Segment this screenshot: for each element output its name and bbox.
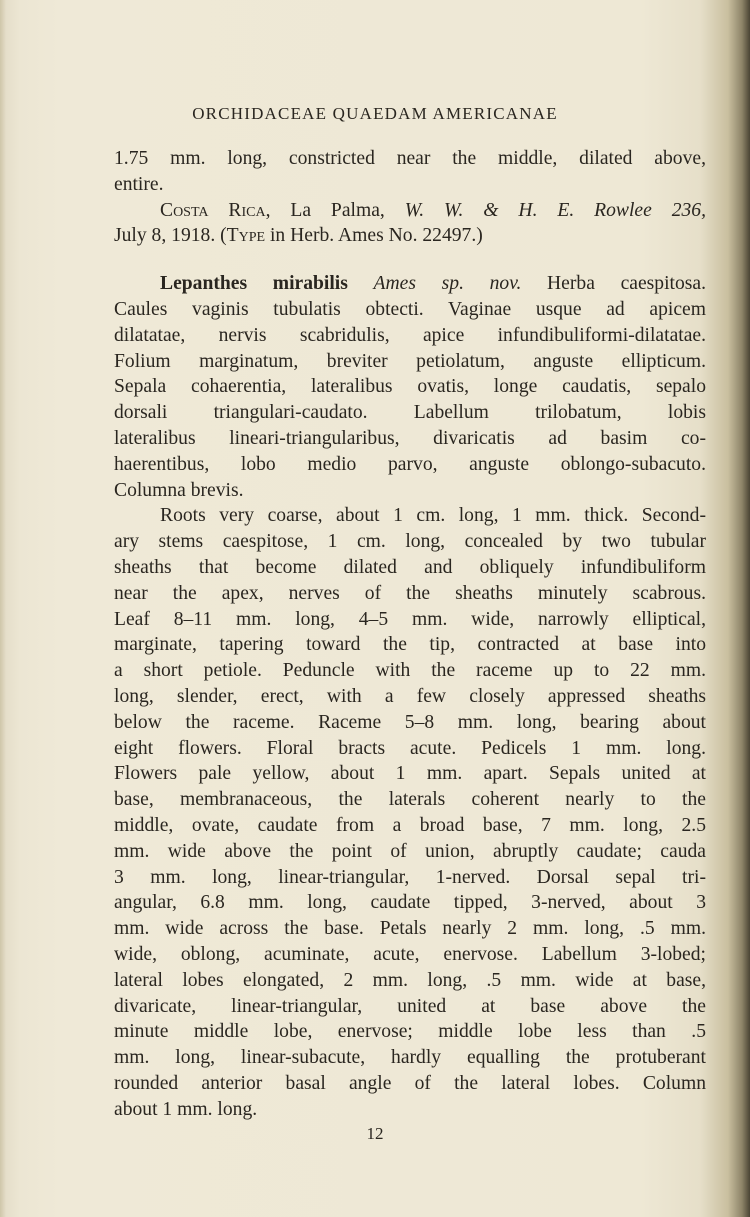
- description-line: near the apex, nerves of the sheaths minutely scabrous.: [114, 582, 706, 604]
- text-line: [114, 271, 706, 297]
- running-header: ORCHIDACEAE QUAEDAM AMERICANAE: [192, 104, 558, 123]
- description-line: lateral lobes elongated, 2 mm. long, .5 mm. wide at base,: [114, 969, 706, 991]
- description-line: 3 mm. long, linear-triangular, 1-nerved. Dorsal sepal tri-: [114, 866, 706, 888]
- latin-line: Caules vaginis tubulatis obtecti. Vaginae usque ad apicem: [114, 298, 706, 320]
- latin-line: dorsali triangulari-caudato. Labellum trilobatum, lobis: [114, 402, 706, 424]
- latin-line: Sepala cohaerentia, lateralibus ovatis, longe caudatis, sepalo: [114, 376, 706, 398]
- description-line: a short petiole. Peduncle with the raceme up to 22 mm.: [114, 660, 706, 682]
- description-line: eight flowers. Floral bracts acute. Pedicels 1 mm. long.: [114, 737, 706, 759]
- description-line: minute middle lobe, enervose; middle lobe less than .5: [114, 1021, 706, 1043]
- description-line: Roots very coarse, about 1 cm. long, 1 mm. thick. Second-: [160, 505, 706, 527]
- description-line: mm. long, linear-subacute, hardly equalling the protuberant: [114, 1047, 706, 1069]
- latin-line: haerentibus, lobo medio parvo, anguste oblongo-subacuto.: [114, 453, 706, 475]
- type-citation: [114, 198, 706, 250]
- description-line: about 1 mm. long.: [114, 1098, 258, 1120]
- paragraph-continuation: [114, 146, 706, 198]
- locality-country: Costa Rica: [160, 199, 266, 221]
- description-line: Flowers pale yellow, about 1 mm. apart. Sepals united at: [114, 763, 706, 785]
- description-line: wide, oblong, acuminate, acute, enervose. Labellum 3-lobed;: [114, 943, 706, 965]
- description-line: middle, ovate, caudate from a broad base, 7 mm. long, 2.5: [114, 814, 706, 836]
- description-line: sheaths that become dilated and obliquely infundibuliform: [114, 556, 706, 578]
- description-line: angular, 6.8 mm. long, caudate tipped, 3-nerved, about 3: [114, 892, 706, 914]
- species-description: [114, 503, 706, 1122]
- page-body: [114, 146, 706, 1122]
- type-word: Type: [226, 225, 266, 247]
- diagnosis-start: Herba caespitosa.: [521, 273, 706, 295]
- species-diagnosis: [114, 271, 706, 503]
- description-line: base, membranaceous, the laterals coherent nearly to the: [114, 789, 706, 811]
- text-line: [114, 223, 706, 249]
- description-line: below the raceme. Raceme 5–8 mm. long, bearing about: [114, 711, 706, 733]
- page-edge-shadow: [0, 0, 6, 1217]
- species-name: Lepanthes mirabilis: [160, 273, 348, 295]
- latin-line: Folium marginatum, breviter petiolatum, anguste ellipticum.: [114, 350, 706, 372]
- date-text: July 8, 1918. (: [114, 225, 227, 247]
- herbarium-text: in Herb. Ames No. 22497.): [265, 225, 483, 247]
- description-line: mm. wide above the point of union, abruptly caudate; cauda: [114, 840, 706, 862]
- description-line: ary stems caespitose, 1 cm. long, concealed by two tubular: [114, 531, 706, 553]
- text-line: entire.: [114, 173, 164, 195]
- locality-text: , La Palma,: [265, 199, 405, 221]
- paragraph-gap: [114, 249, 706, 271]
- latin-line: dilatatae, nervis scabridulis, apice infundibuliformi-dilatatae.: [114, 324, 706, 346]
- description-line: divaricate, linear-triangular, united at base above the: [114, 995, 706, 1017]
- description-line: Leaf 8–11 mm. long, 4–5 mm. wide, narrowly elliptical,: [114, 608, 706, 630]
- text-line: 1.75 mm. long, constricted near the middle, dilated above,: [114, 148, 706, 169]
- description-line: rounded anterior basal angle of the lateral lobes. Column: [114, 1072, 706, 1094]
- collectors: W. W. & H. E. Rowlee 236,: [404, 199, 706, 221]
- latin-line: lateralibus lineari-triangularibus, divaricatis ad basim co-: [114, 427, 706, 449]
- description-line: mm. wide across the base. Petals nearly 2 mm. long, .5 mm.: [114, 918, 706, 940]
- description-line: marginate, tapering toward the tip, contracted at base into: [114, 634, 706, 656]
- description-line: long, slender, erect, with a few closely appressed sheaths: [114, 685, 706, 707]
- latin-line: Columna brevis.: [114, 479, 244, 501]
- species-author: Ames sp. nov.: [373, 273, 522, 295]
- page-number: 12: [366, 1124, 384, 1143]
- text-line: [114, 198, 706, 224]
